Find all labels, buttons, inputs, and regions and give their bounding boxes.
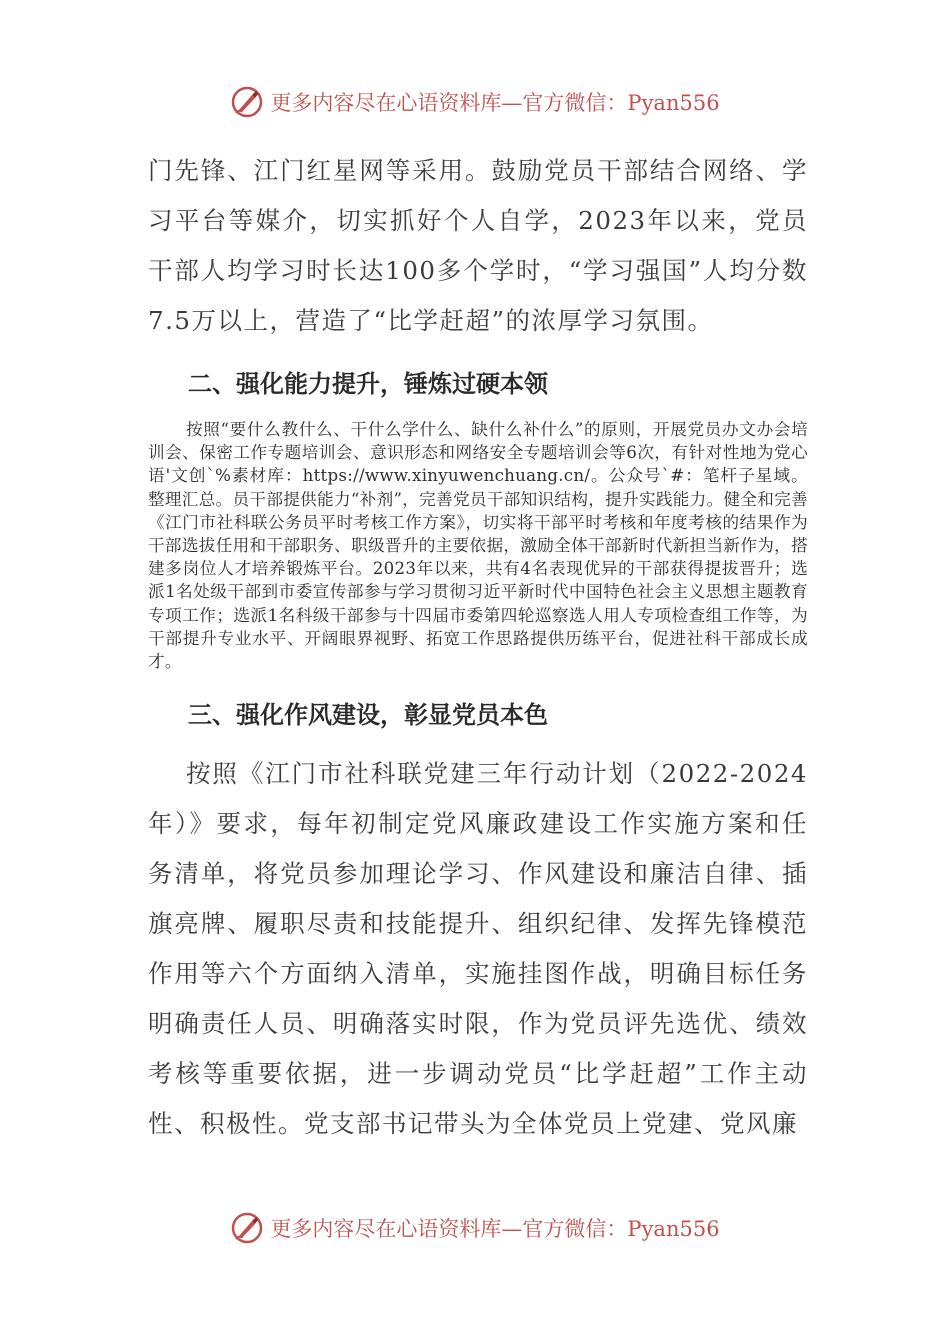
paragraph-continued: 门先锋、江门红星网等采用。鼓励党员干部结合网络、学习平台等媒介，切实抓好个人自学，2023年以来，党员干部人均学习时长达100多个学时，“学习强国”人均分数7.5万以上，营造了“比学赶超”的浓厚学习氛围。	[148, 156, 808, 335]
paragraph-style: 按照《江门市社科联党建三年行动计划（2022-2024年）》要求，每年初制定党风廉政建设工作实施方案和任务清单，将党员参加理论学习、作风建设和廉洁自律、插旗亮牌、履职尽责和技能提升、组织纪律、发挥先锋模范作用等六个方面纳入清单，实施挂图作战，明确目标任务明确责任人员、明确落实时限，作为党员评先选优、绩效考核等重要依据，进一步调动党员“比学赶超”工作主动性、积极性。党支部书记带头为全体党员上党建、党风廉	[148, 759, 808, 1139]
paragraph-ability: 按照“要什么教什么、干什么学什么、缺什么补什么”的原则，开展党员办文办会培训会、保密工作专题培训会、意识形态和网络安全专题培训会等6次，有针对性地为党心语'文创`%素材库：https://www.xinyuwenchuang.cn/。公众号`#：笔杆子星域。整理汇总。员干部提供能力“补剂”，完善党员干部知识结构，提升实践能力。健全和完善《江门市社科联公务员平时考核工作方案》，切实将干部平时考核和年度考核的结果作为干部选拔任用和干部职务、职级晋升的主要依据，激励全体干部新时代新担当新作为，搭建多岗位人才培养锻炼平台。2023年以来，共有4名表现优异的干部获得提拔晋升；选派1名处级干部到市委宣传部参与学习贯彻习近平新时代中国特色社会主义思想主题教育专项工作；选派1名科级干部参与十四届市委第四轮巡察选人用人专项检查组工作等，为干部提升专业水平、开阔眼界视野、拓宽工作思路提供历练平台，促进社科干部成长成才。	[148, 420, 808, 672]
header-banner-text: 更多内容尽在心语资料库—官方微信：Pyan556	[270, 91, 720, 115]
document-body	[148, 146, 808, 1149]
section-heading-2: 二、强化能力提升，锤炼过硬本领	[188, 370, 548, 398]
footer-banner-text: 更多内容尽在心语资料库—官方微信：Pyan556	[270, 1217, 720, 1241]
pen-logo-icon	[230, 1211, 264, 1245]
pen-logo-icon	[230, 85, 264, 119]
header-banner	[0, 82, 950, 122]
section-heading-3: 三、强化作风建设，彰显党员本色	[188, 701, 548, 730]
footer-banner	[0, 1208, 950, 1248]
